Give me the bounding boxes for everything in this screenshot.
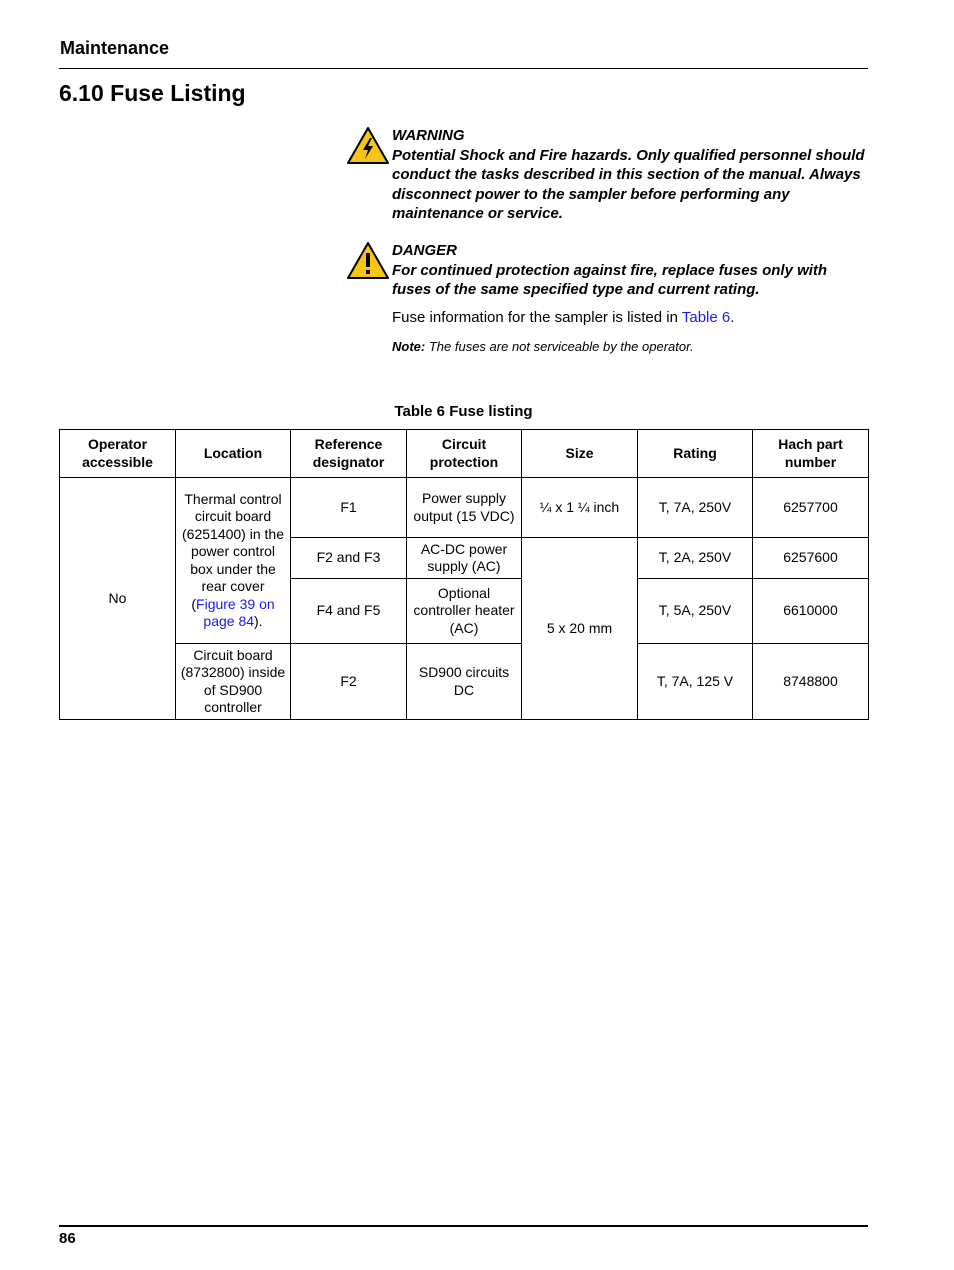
header-operator-accessible: Operator accessible (60, 430, 176, 478)
warning-label: WARNING (392, 127, 465, 144)
electrical-shock-warning-icon (346, 126, 390, 166)
designator-cell: F2 (291, 644, 407, 720)
header-part-number: Hach part number (753, 430, 869, 478)
page-number: 86 (59, 1230, 76, 1247)
part-number-cell: 6610000 (753, 579, 869, 644)
note-label: Note: (392, 339, 426, 354)
operator-accessible-cell: No (60, 478, 176, 720)
danger-label: DANGER (392, 242, 458, 259)
table-row (60, 478, 869, 538)
location-text: Thermal control circuit board (6251400) in the power control box under the rear cover ( (182, 490, 284, 612)
table-caption: Table 6 Fuse listing (394, 403, 533, 420)
table-row (60, 644, 869, 720)
info-text: Fuse information for the sampler is listed in (392, 309, 682, 326)
protection-cell: AC-DC power supply (AC) (407, 538, 522, 579)
rating-cell: T, 7A, 250V (638, 478, 753, 538)
footer-rule (59, 1225, 868, 1227)
header-reference-designator: Reference designator (291, 430, 407, 478)
header-circuit-protection: Circuit protection (407, 430, 522, 478)
rating-cell: T, 2A, 250V (638, 538, 753, 579)
part-number-cell: 6257700 (753, 478, 869, 538)
header-rating: Rating (638, 430, 753, 478)
protection-cell: Optional controller heater (AC) (407, 579, 522, 644)
warning-notice (346, 126, 866, 224)
header-rule (59, 68, 868, 69)
size-cell: 5 x 20 mm (522, 538, 638, 720)
part-number-cell: 8748800 (753, 644, 869, 720)
warning-text: Potential Shock and Fire hazards. Only qualified personnel should conduct the tasks described in this section of the manual. Always disconnect power to the sampler before performing any maintenance or service. (392, 146, 865, 222)
section-title: 6.10 Fuse Listing (59, 80, 246, 106)
fuse-listing-table (59, 429, 869, 720)
fuse-info-paragraph (392, 309, 734, 326)
header-size: Size (522, 430, 638, 478)
figure-39-link[interactable]: Figure 39 on page 84 (196, 595, 275, 629)
danger-notice (346, 241, 866, 300)
info-suffix: . (730, 309, 735, 326)
size-cell: ¼ x 1 ¼ inch (522, 478, 638, 538)
table-6-link[interactable]: Table 6 (681, 309, 731, 326)
running-header: Maintenance (60, 38, 170, 58)
danger-text: For continued protection against fire, replace fuses only with fuses of the same specified type and current rating. (392, 261, 828, 298)
protection-cell: Power supply output (15 VDC) (407, 478, 522, 538)
rating-cell: T, 5A, 250V (638, 579, 753, 644)
part-number-cell: 6257600 (753, 538, 869, 579)
designator-cell: F1 (291, 478, 407, 538)
rating-cell: T, 7A, 125 V (638, 644, 753, 720)
table-header-row (60, 430, 869, 478)
exclamation-danger-icon (346, 241, 390, 281)
note-text: The fuses are not serviceable by the operator. (428, 339, 694, 354)
designator-cell: F2 and F3 (291, 538, 407, 579)
location-suffix: ). (254, 613, 263, 629)
location-cell (176, 478, 291, 644)
header-location: Location (176, 430, 291, 478)
location-cell: Circuit board (8732800) inside of SD900 controller (176, 644, 291, 720)
protection-cell: SD900 circuits DC (407, 644, 522, 720)
designator-cell: F4 and F5 (291, 579, 407, 644)
note-paragraph (392, 339, 694, 354)
